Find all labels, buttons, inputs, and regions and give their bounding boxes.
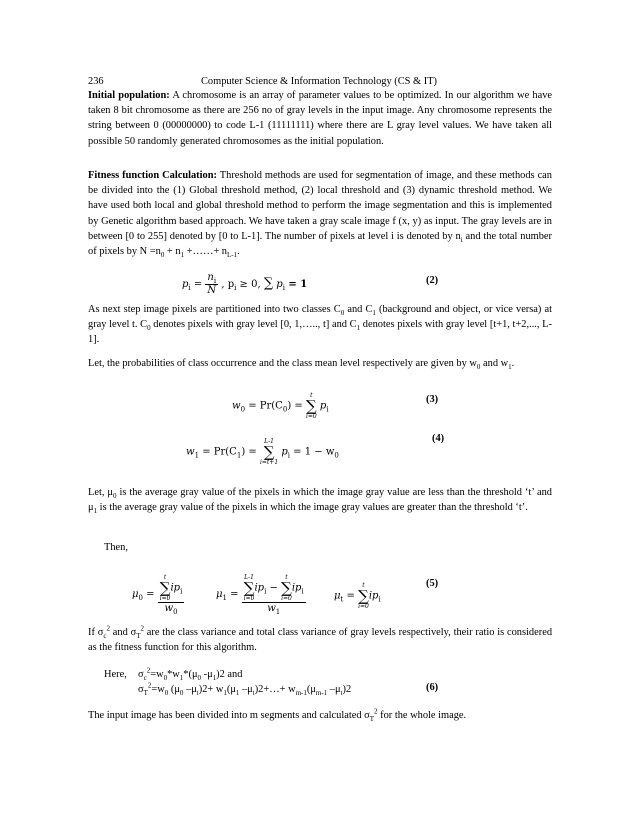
sub: 0 xyxy=(476,363,481,372)
sum-lower: i=0 xyxy=(243,595,255,602)
t: –μ xyxy=(183,684,197,695)
text: and σ xyxy=(109,627,137,638)
paragraph-fitness-function xyxy=(88,168,552,259)
sum-upper: t xyxy=(163,574,167,581)
s: t xyxy=(252,689,255,698)
text: . xyxy=(511,358,515,369)
text: + n xyxy=(164,246,181,258)
text: Let, μ xyxy=(88,487,113,498)
sub: L-1 xyxy=(227,251,238,260)
sub: i xyxy=(287,451,290,460)
t: *w xyxy=(167,669,180,680)
heading-fitness-function: Fitness function Calculation: xyxy=(88,170,217,181)
s: t xyxy=(340,689,343,698)
equation-4 xyxy=(186,438,339,466)
text: and w xyxy=(480,358,509,369)
eq-symbol: ip xyxy=(368,590,379,602)
s: 1 xyxy=(179,674,184,683)
sum-upper: t xyxy=(285,574,288,581)
equation-number-2: (2) xyxy=(426,275,439,286)
s: 1 xyxy=(212,674,217,683)
sum-lower: i=0 xyxy=(305,413,317,420)
equation-5-mut: $\mu_t$ = t ∑ i=0 $ip_i$ xyxy=(334,582,381,610)
paragraph-variance xyxy=(88,625,552,655)
t: –μ xyxy=(239,684,253,695)
equation-3 xyxy=(232,392,329,420)
text: Threshold methods are used for segmentation of image, and these methods can be divided into the (1) Global threshold method, (2) local threshold and (3) dynamic threshold method. We have used both local and global threshold method to perform the image segmentation and this is implemented by Genetic algorithm based approach. We have taken a gray scale image f (x, y) as input. The gray levels are in between [0 to 255] denoted by [0 to L-1]. The number of pixels at level i is denoted by n xyxy=(88,170,552,242)
eq-text: = xyxy=(142,589,158,600)
equation-5-mu1 xyxy=(216,574,306,615)
equation-number-4: (4) xyxy=(432,433,445,444)
sub: i xyxy=(282,284,285,292)
sub: 1 xyxy=(180,251,185,260)
sub: 0 xyxy=(240,405,246,414)
s: 0 xyxy=(179,689,184,698)
paragraph-classes xyxy=(88,302,552,348)
sub: 0 xyxy=(334,451,339,460)
paragraph-average-gray xyxy=(88,485,552,515)
eq-text: = 1 xyxy=(284,279,308,290)
sub: i xyxy=(188,284,191,292)
eq-symbol: p xyxy=(316,400,327,412)
eq-symbol: w xyxy=(267,603,276,614)
text: is the average gray value of the pixels in which the image gray values are greater than the threshold ‘t’. xyxy=(97,502,528,514)
sub: i xyxy=(180,587,183,596)
fraction xyxy=(205,272,218,297)
eq-symbol: w xyxy=(232,400,241,412)
sub: 0 xyxy=(173,608,178,616)
sub: 0 xyxy=(340,309,345,318)
eq-symbol: w xyxy=(186,446,195,458)
t: =w xyxy=(151,684,165,695)
s: 2 xyxy=(146,666,151,675)
equation-6-line-2 xyxy=(138,682,428,697)
text: As next step image pixels are partitioned into two classes C xyxy=(88,304,341,315)
equation-number-3: (3) xyxy=(426,394,439,405)
text: and C xyxy=(344,304,373,315)
t: –μ xyxy=(327,684,341,695)
eq-symbol: p xyxy=(278,446,288,458)
eq-text: ) = xyxy=(241,446,260,458)
t: )2 xyxy=(342,684,352,695)
sum-symbol: ∑ xyxy=(263,276,274,291)
fraction: L-1 ∑ i=0 $ip_i$ − t ∑ i=0 $ip_i$ $w_1$ xyxy=(243,574,304,616)
s: m-1 xyxy=(315,689,328,698)
sum-upper: L-1 xyxy=(244,574,255,581)
sub: 1 xyxy=(356,324,361,333)
sub: T xyxy=(369,715,375,724)
sub: i xyxy=(301,587,304,596)
s: m-1 xyxy=(295,689,307,698)
sub: i xyxy=(460,235,463,244)
paragraph-probabilities xyxy=(88,356,552,371)
eq-text: = Pr(C xyxy=(199,446,237,458)
fraction: t ∑ i=0 $ip_i$ $w_0$ xyxy=(159,574,183,616)
sup: 2 xyxy=(140,624,144,633)
t: )2+…+ w xyxy=(254,684,296,695)
sub: c xyxy=(103,632,107,641)
s: T xyxy=(143,689,148,698)
sub: 0 xyxy=(282,405,288,414)
sub: i xyxy=(234,284,237,292)
sub: 1 xyxy=(372,309,376,318)
t: σ xyxy=(138,684,144,695)
text: Let, the probabilities of class occurrence and the class mean level respectively are given by w xyxy=(88,358,477,369)
t: )2+ w xyxy=(198,684,224,695)
text: A chromosome is an array of parameter values to be optimized. In our algorithm we have taken 8 bit chromosome as there are 256 no of gray levels in the input image. Any chromosome represents the string between 0 (00000000) to code L-1 (11111111) where there are L gray level values. We have taken all possible 50 randomly generated chromosomes as the initial population. xyxy=(88,90,553,147)
eq-symbol: N xyxy=(207,285,217,296)
s: 1 xyxy=(223,689,227,698)
eq-symbol: ip xyxy=(170,582,181,594)
s: t xyxy=(196,689,199,698)
t: (μ xyxy=(226,684,236,695)
sub: 1 xyxy=(222,594,227,602)
eq-text: , p xyxy=(221,279,235,290)
sub: 1 xyxy=(508,363,512,372)
equation-6-line-1 xyxy=(138,667,538,682)
text: If σ xyxy=(88,627,104,638)
page-number: 236 xyxy=(88,76,104,87)
sum-symbol: L-1 ∑ i=t+1 xyxy=(259,438,279,466)
sum-lower: i=t+1 xyxy=(259,459,279,466)
sub: i xyxy=(264,587,267,596)
eq-symbol: ip xyxy=(254,582,265,594)
t: (μ xyxy=(168,684,180,695)
sum-upper: t xyxy=(310,392,313,399)
text: is the average gray value of the pixels in which the image gray value are less than the threshold ‘t’ and μ xyxy=(88,487,552,514)
text: . xyxy=(237,246,240,258)
running-title: Computer Science & Information Technology (CS & IT) xyxy=(201,76,437,87)
sub: 0 xyxy=(160,251,165,260)
s: 2 xyxy=(147,681,152,690)
s: c xyxy=(143,674,147,683)
s: 0 xyxy=(164,689,169,698)
eq-text: = 1 − w xyxy=(290,446,335,458)
sub: i xyxy=(378,595,381,604)
eq-symbol: w xyxy=(164,603,174,614)
sub: 1 xyxy=(275,608,281,616)
text: are the class variance and total class variance of gray levels respectively, their ratio is considered as the fitness function for this algorithm. xyxy=(88,627,553,654)
eq-text: = Pr(C xyxy=(245,400,283,412)
s: 1 xyxy=(235,689,240,698)
t: *(μ xyxy=(183,669,198,680)
sub: 1 xyxy=(194,451,200,460)
sub: 0 xyxy=(147,324,151,333)
sup: 2 xyxy=(374,707,378,716)
eq-symbol: p xyxy=(273,279,283,290)
sub: 1 xyxy=(236,451,242,460)
sup: 2 xyxy=(106,624,110,633)
text: for the whole image. xyxy=(377,710,467,721)
eq-text: = xyxy=(226,589,242,600)
sum-symbol: t ∑ i=0 xyxy=(305,392,317,420)
paragraph-segments xyxy=(88,708,552,723)
equation-2: $p_i$ = $\frac{n_i}{N}$ , $p_i \ge 0$, ∑ $p_i = 1$ xyxy=(182,272,308,296)
sub: i xyxy=(213,277,217,285)
s: 0 xyxy=(163,674,168,683)
paragraph-initial-population xyxy=(88,88,552,149)
eq-symbol: ip xyxy=(291,582,302,594)
sum-lower: i=0 xyxy=(358,603,369,610)
eq-symbol: μ xyxy=(216,589,223,600)
eq-symbol: p xyxy=(182,279,189,290)
sub: t xyxy=(340,595,344,604)
t: -μ xyxy=(201,669,213,680)
sum-lower: i=0 xyxy=(159,595,171,602)
eq-text: − xyxy=(266,582,282,594)
text: denotes pixels with gray level [0, 1,….., t] and C xyxy=(150,319,357,331)
text: (background and object, or vice versa) at gray level t. C xyxy=(88,304,552,331)
t: )2 and xyxy=(216,669,243,680)
eq-symbol: n xyxy=(207,272,214,283)
eq-symbol: μ xyxy=(132,589,139,600)
text: The input image has been divided into m segments and calculated σ xyxy=(88,710,370,721)
text: denotes pixels with gray level [t+1, t+2,..., L-1]. xyxy=(88,319,552,346)
equation-number-5: (5) xyxy=(426,578,439,589)
sum-lower: i=0 xyxy=(281,595,292,602)
label-here: Here, xyxy=(104,669,127,680)
sub: 1 xyxy=(93,507,98,516)
equation-number-6: (6) xyxy=(426,682,439,693)
sub: 0 xyxy=(112,492,117,501)
equation-5-mu0 xyxy=(132,574,184,615)
sub: T xyxy=(136,632,141,641)
paragraph-then: Then, xyxy=(104,542,128,553)
sub: i xyxy=(326,405,329,414)
eq-text: ≥ 0, xyxy=(236,279,264,290)
t: (μ xyxy=(306,684,316,695)
text: and the total number of pixels by N =n xyxy=(88,230,552,258)
sub: 0 xyxy=(138,594,143,602)
eq-text: = xyxy=(343,590,359,602)
heading-initial-population: Initial population: xyxy=(88,90,170,101)
t: σ xyxy=(138,669,144,680)
s: 0 xyxy=(197,674,202,683)
sum-upper: t xyxy=(362,582,365,589)
text: +……+ n xyxy=(184,246,227,258)
sum-upper: L-1 xyxy=(264,438,274,445)
eq-text: ) = xyxy=(287,400,306,412)
eq-symbol: μ xyxy=(334,590,341,602)
t: =w xyxy=(150,669,164,680)
